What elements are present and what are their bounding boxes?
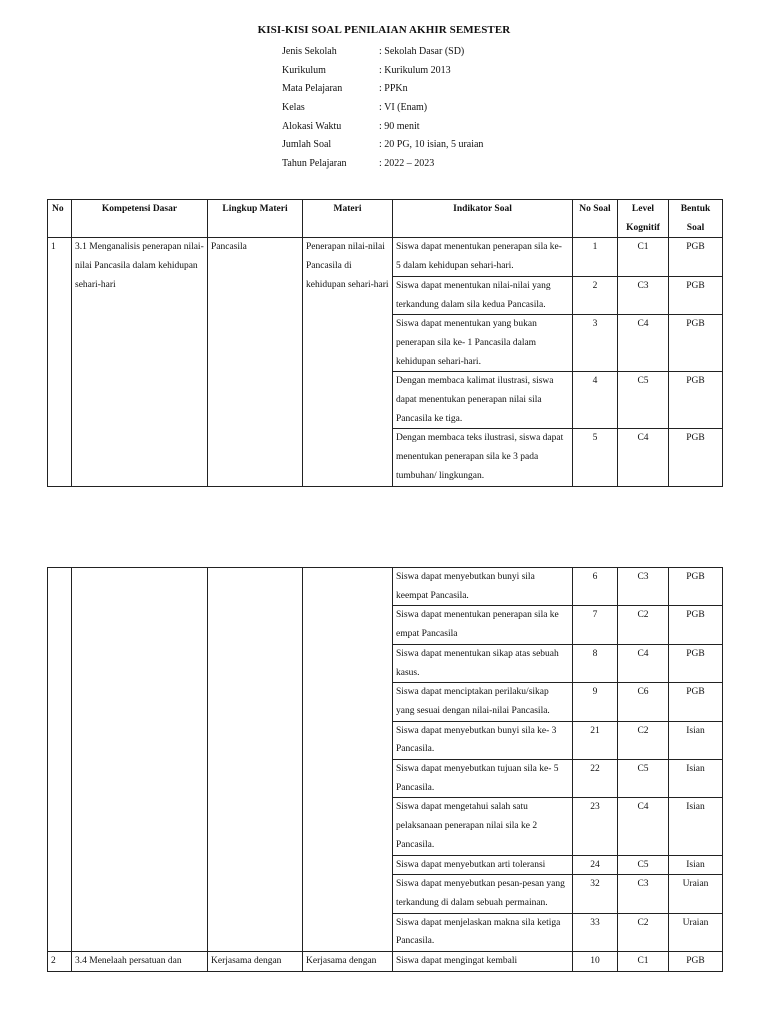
cell-indikator: Siswa dapat menyebutkan pesan-pesan yang terkandung di dalam sebuah permainan. [393,875,573,913]
cell-no-soal: 3 [573,315,618,372]
cell-materi: Kerjasama dengan [303,952,393,972]
cell-indikator: Siswa dapat menentukan penerapan sila ke empat Pancasila [393,606,573,644]
cell-no-soal: 21 [573,721,618,759]
meta-row [282,43,483,62]
cell-no-soal: 6 [573,568,618,606]
header-level-kognitif: Level Kognitif [618,200,669,238]
cell-no-soal: 24 [573,855,618,875]
cell-level: C6 [618,683,669,721]
cell-no-soal: 2 [573,276,618,314]
meta-key: Mata Pelajaran [282,83,343,95]
meta-key: Tahun Pelajaran [282,158,347,170]
cell-indikator: Siswa dapat menyebutkan bunyi sila keempat Pancasila. [393,568,573,606]
cell-no-soal: 7 [573,606,618,644]
cell-level: C1 [618,238,669,276]
cell-no [48,568,72,952]
cell-lingkup-materi: Kerjasama dengan [208,952,303,972]
header-materi: Materi [303,200,393,238]
cell-indikator: Siswa dapat menciptakan perilaku/sikap yang sesuai dengan nilai-nilai Pancasila. [393,683,573,721]
cell-bentuk: Uraian [669,913,723,951]
cell-indikator: Siswa dapat menentukan nilai-nilai yang terkandung dalam sila kedua Pancasila. [393,276,573,314]
cell-no: 1 [48,238,72,486]
cell-no-soal: 9 [573,683,618,721]
meta-row [282,118,483,137]
cell-indikator: Siswa dapat menyebutkan tujuan sila ke- 5 Pancasila. [393,760,573,798]
cell-no-soal: 33 [573,913,618,951]
table-row [48,238,723,276]
cell-level: C1 [618,952,669,972]
header-no-soal: No Soal [573,200,618,238]
meta-key: Jumlah Soal [282,139,332,151]
cell-kompetensi-dasar: 3.1 Menganalisis penerapan nilai-nilai Pancasila dalam kehidupan sehari-hari [72,238,208,486]
cell-materi: Penerapan nilai-nilai Pancasila di kehidupan sehari-hari [303,238,393,486]
cell-bentuk: PGB [669,644,723,682]
cell-no-soal: 5 [573,429,618,486]
cell-bentuk: PGB [669,372,723,429]
meta-row [282,155,483,174]
meta-key: Kelas [282,102,305,114]
cell-bentuk: PGB [669,276,723,314]
meta-value: : 2022 – 2023 [379,158,435,170]
header-bentuk-soal: Bentuk Soal [669,200,723,238]
cell-no-soal: 4 [573,372,618,429]
metadata-block [282,43,483,174]
table-row [48,952,723,972]
meta-row [282,136,483,155]
cell-level: C2 [618,721,669,759]
cell-bentuk: PGB [669,568,723,606]
cell-lingkup-materi: Pancasila [208,238,303,486]
cell-no-soal: 1 [573,238,618,276]
cell-bentuk: PGB [669,683,723,721]
cell-bentuk: PGB [669,952,723,972]
cell-indikator: Dengan membaca teks ilustrasi, siswa dapat menentukan penerapan sila ke 3 pada tumbuhan/ lingkungan. [393,429,573,486]
cell-level: C4 [618,644,669,682]
meta-key: Jenis Sekolah [282,46,337,57]
table-header-row [48,200,723,238]
meta-value: : Sekolah Dasar (SD) [379,46,465,57]
cell-bentuk: PGB [669,315,723,372]
cell-bentuk: Isian [669,760,723,798]
cell-no: 2 [48,952,72,972]
cell-indikator: Siswa dapat menentukan yang bukan penerapan sila ke- 1 Pancasila dalam kehidupan sehari-hari. [393,315,573,372]
table-row [48,568,723,606]
cell-indikator: Siswa dapat mengetahui salah satu pelaksanaan penerapan nilai sila ke 2 Pancasila. [393,798,573,855]
cell-indikator: Dengan membaca kalimat ilustrasi, siswa dapat menentukan penerapan nilai sila Pancasila ke tiga. [393,372,573,429]
cell-level: C2 [618,606,669,644]
cell-bentuk: Uraian [669,875,723,913]
cell-kompetensi-dasar: 3.4 Menelaah persatuan dan [72,952,208,972]
cell-bentuk: PGB [669,238,723,276]
meta-value: : VI (Enam) [379,102,428,114]
cell-indikator: Siswa dapat menentukan penerapan sila ke- 5 dalam kehidupan sehari-hari. [393,238,573,276]
cell-lingkup-materi [208,568,303,952]
cell-level: C5 [618,855,669,875]
header-lingkup-materi: Lingkup Materi [208,200,303,238]
cell-level: C5 [618,372,669,429]
cell-indikator: Siswa dapat menyebutkan arti toleransi [393,855,573,875]
cell-no-soal: 8 [573,644,618,682]
meta-key: Kurikulum [282,64,326,76]
cell-level: C4 [618,429,669,486]
cell-indikator: Siswa dapat menyebutkan bunyi sila ke- 3 Pancasila. [393,721,573,759]
document-title: KISI-KISI SOAL PENILAIAN AKHIR SEMESTER [257,24,511,36]
meta-value: : 20 PG, 10 isian, 5 uraian [379,139,484,151]
cell-no-soal: 32 [573,875,618,913]
header-indikator-soal: Indikator Soal [393,200,573,238]
cell-level: C4 [618,798,669,855]
cell-bentuk: Isian [669,855,723,875]
meta-value: : PPKn [379,83,408,95]
cell-no-soal: 10 [573,952,618,972]
cell-indikator: Siswa dapat menentukan sikap atas sebuah kasus. [393,644,573,682]
meta-row [282,62,483,81]
cell-level: C4 [618,315,669,372]
cell-kompetensi-dasar [72,568,208,952]
cell-bentuk: Isian [669,721,723,759]
cell-level: C3 [618,875,669,913]
header-kompetensi-dasar: Kompetensi Dasar [72,200,208,238]
meta-value: : 90 menit [379,120,420,132]
cell-level: C5 [618,760,669,798]
kisi-kisi-table-page-2 [47,567,723,972]
cell-level: C3 [618,276,669,314]
cell-no-soal: 22 [573,760,618,798]
meta-row [282,99,483,118]
meta-row [282,80,483,99]
cell-level: C3 [618,568,669,606]
cell-indikator: Siswa dapat mengingat kembali [393,952,573,972]
cell-bentuk: PGB [669,429,723,486]
meta-key: Alokasi Waktu [282,120,342,132]
cell-level: C2 [618,913,669,951]
kisi-kisi-table-page-1 [47,199,723,487]
cell-indikator: Siswa dapat menjelaskan makna sila ketiga Pancasila. [393,913,573,951]
cell-no-soal: 23 [573,798,618,855]
header-no: No [48,200,72,238]
cell-bentuk: Isian [669,798,723,855]
meta-value: : Kurikulum 2013 [379,64,451,76]
cell-materi [303,568,393,952]
cell-bentuk: PGB [669,606,723,644]
